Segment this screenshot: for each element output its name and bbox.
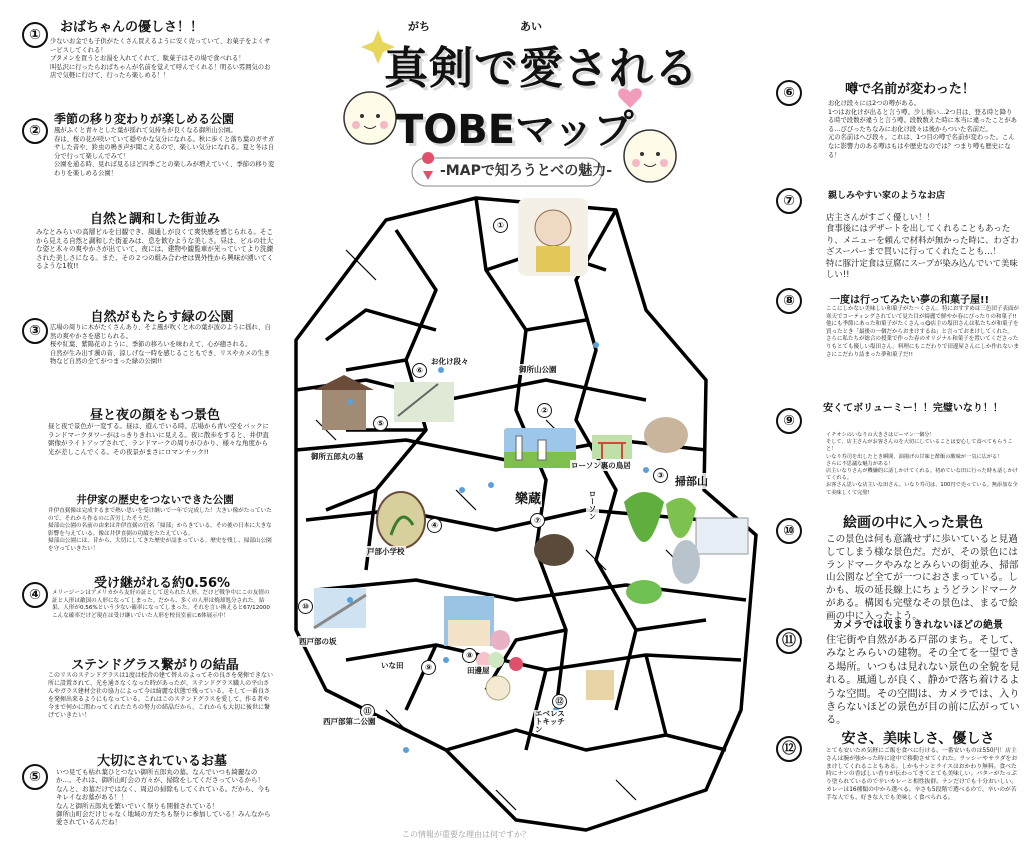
section-12-body: とても安いため気軽にご飯を食べに行ける。一番安いものは550円！店主さんは腕が強かった時に途中で移動させてくれた。ラッシーやサラダをおまけしてくれることもある。しかもナンとライスはおかわり無料。食べた時にナンの香ばしい香りが伝わってきてとても美味しい。バターがたっぷり塗られているので辛いカレーと相性抜群。ナンだけでも十分おいしい。カレーは16種類の中から選べる。辛さも5段階で選べるので、辛いのが苦手な人でも、好きな人でも美味しく食べられる。 [826,748,1018,801]
section-1-title: おばちゃんの優しさ！！ [60,20,204,35]
footer-question: この情報が重要な理由は何ですか？ [402,830,530,839]
section-9-body: イチオシのいなりの大きさはビーマン一個分！ そして、店主さんがお客さんのを大切にしていることは安心して食べてもらうこと！ いなり寿司を出したとき瞬間、油揚げの甘味と酢飯の酸味が一気に広がる！ さらに不思議な魅力がある！ 店主いなりさんが機嫌的に話しかけてくれる。初めていな田に行った時も話しかけてくれる。 お客さん思いな店主いな田さん。いなり寿司は、100円で売っている。無添加な全て美味しくて完璧! [826,432,1018,496]
section-5-number: ⑤ [22,764,48,790]
section-6-number: ⑥ [776,80,802,106]
label-goshoyama-park: 御所山公園 [519,365,557,374]
map-marker-8: ⑧ [462,648,477,663]
ruby-ai: あい [520,20,542,33]
section-4-body: メリージーンはアメリカから友好の証として送られた人形。だけど戦争中にこの友情の証と人形は敵国の人形になってしまった。だから、多くの人形は焼却処分された。結果、人形が0.56%という少ない確率になってしまった。それを言い換えると67/12000 こんな確率だけど現在は受け継いでいた人形を校長室前に6体展示中！ [52,590,270,619]
section-11-number: ⑪ [776,628,802,654]
map-marker-11: ⑪ [360,704,375,719]
tomb-roof-picture [314,375,374,390]
label-nishitobe-park2: 西戸部第二公園 [323,717,376,726]
camera-view-title: カメラでは収まりきれないほどの絶景 [833,620,1003,631]
section-5-body: いつ見ても枯れ葉ひとつない御所五郎丸の墓。なんでいつも綺麗なのか…。それは、御所山町会の方々が、掃除をしてくださっているから！ なんと、お墓だけではなく、周辺の掃除もしてくれている。だから、今もキレイなお墓がある！！ なんと御所五郎丸を繁いでいく祭りも開催されている！ 御所山町会だけじゃなく地域の方たちも祭りに参加している！みんなから愛されているんだね！ [56,768,271,827]
section-7-body: 店主さんがすごく優しい！！ 食事後にはデザートを出してくれることもあったり、メニューを頼んで材料が無かった時に、わざわざスーパーまで買いに行ってくれたことも…！ 特に豚汁定食は豆腐にスープが染み込んでいて美味しい!! [826,212,1019,280]
section-5-title: 大切にされているお墓 [96,754,227,769]
label-lawson: ローソン [588,490,597,520]
section-2-body: 風がふくと青々とした葉が揺れて気持ちが良くなる御所山公園。 春は、桜の花が咲いていて穏やかな気分になれる。秋に歩くと落ち葉のガサガサした音や、鈴虫の鳴き声が聞こえるので、楽しい気分になれる。夏と冬は自分で行って楽しんでみて！ 公園を通る時、見れば見るほど四季ごとの楽しみが増えていく、季節の移り変わりを楽しめる公園！ [54,127,275,177]
section-10-title: 絵画の中に入った景色 [843,515,983,531]
map-marker-6: ⑥ [412,363,427,378]
section-9-number: ⑨ [776,408,802,434]
day-night-body: 昼と夜で景色が一変する。昼は、遊んでいる時、広場から青い空をバックにランドマークタワーがはっきりきれいに見える。夜に散歩をすると、井伊直弼像がライトアップされて、ランドマークの周りがひかり、様々な角度から光が差しこんでくる。その夜景がまさにロマンチック!! [48,422,269,456]
map-marker-1: ① [493,218,508,233]
map-marker-7: ⑦ [530,513,545,528]
map-marker-12: ⑫ [552,694,567,709]
map-marker-2: ② [537,403,552,418]
section-3-body: 広場の周りに木がたくさんあり、そよ風が吹くと木の葉が波のように揺れ、自然の爽やかさを感じられる。 桜や紅葉、紫陽花のように、季節の移ろいを味わえて、心が癒される。 自然が生み出す濁の音、涼しげな一時を感じることもでき、リスやカメの生き物など自然の全てがつまった緑の公園!! [50,324,271,366]
townscape-body: みなとみらいの高層ビルを目観でき、風通しが良くて爽快感を感じられる。そこから見える自然と調和した街並みは、息を飲むような美しさ。昼は、ビルの壮大な姿と木々の爽やかさが出ていて、夜には、建物や観覧車が光っていてより洗練された美しさになる。また、その２つの組み合わせは異外性から興味が湧いてくるような1枚!! [36,228,274,271]
ruby-gachi: がち [408,20,430,33]
section-4-title: 受け継がれる約0.56% [93,576,231,591]
section-6-body: お化け段々には2つの噂がある。 1つはお化けが出ると言う噂。少し怖い…2つ目は、登る時と降りる時で段数が違うと言う噂。段数数えた時に本当に違ったことがある…びびったちなみにお化け段々は後からついた名前だ。 元の名前はへび段々。これは、1つ目の噂で名前が変わった。こんなに影響力のある噂はもはや歴史なのでは？つまり噂も歴史になる！ [828,100,1017,159]
label-nishitobe-slope: 西戸部の坂 [299,637,337,646]
label-everest-kitchen: エベレストキッチン [534,710,570,734]
stained-glass-title: ステンドグラス繋がりの結晶 [71,658,239,673]
subtitle: -MAPで知ろうとべの魅力- [440,163,613,179]
label-rakuzo: 樂蔵 [514,488,542,507]
section-2-number: ② [22,118,48,144]
stairs-picture [394,382,454,422]
park-shrub-picture [624,492,664,542]
stained-glass-picture [377,492,425,548]
stained-glass-body: このリスのステンドグラスは1度は校舎の建て替えのよってその良さを発揮できない所に設置されて、光を通さなくなった時があったが、ステンドグラス職人の平山さんやガラス建材会社の協力によって今は綺麗な状態で残っている。そして一番良さを発揮出来るようにもなっている。これはこのステンドグラスを愛して、作る者や今まで何かに関わってくれたたちの努力の結晶だから、これからも大切に後世に繋げていきたい！ [48,672,273,720]
section-11-body: 住宅街や自然がある戸部のまち。そして、みなとみらいの建物。その全てを一望できる場所。いつもは見れない景色の全貌を見れる。風通しが良く、静かで落ち着けるような空間。その空間は、カメラでは、入りきらないほどの景色が目の前に広がっている。 [826,635,1020,727]
label-tanabeya: 田邊屋 [467,666,490,675]
section-12-number: ⑫ [776,736,802,762]
label-kamonyama: 掃部山 [675,475,708,488]
section-3-title: 自然がもたらす緑の公園 [90,310,234,325]
section-8-number: ⑧ [776,288,802,314]
label-tobe-elementary: 戸部小学校 [367,547,405,556]
label-obake-dandan: お化け段々 [431,357,469,366]
section-12-title: 安さ、美味しさ、優しさ [841,731,995,747]
ii-history-title: 井伊家の歴史をつないできた公園 [76,494,234,506]
section-4-number: ④ [22,582,48,608]
section-1-body: 少ないお金でも子供がたくさん買えるように安く売っていて、お菓子をよくサービスしてくれる！ ブタメンを買うとお湯を入れてくれて、駄菓子はその場で食べれる！ 叫弘沢に行ったらおばちゃんが名前を覚えて呼んでくれる！明るい雰囲気のお店で気軽に行けて、行ったら楽しめる！！ [50,38,271,80]
section-9-title: 安くてボリューミー！！完璧いなり！！ [823,403,1003,414]
section-7-number: ⑦ [776,188,802,214]
section-10-number: ⑩ [776,518,802,544]
title-line-1: 真剣で愛される [384,43,699,94]
section-3-number: ③ [22,318,48,344]
map-marker-5: ⑤ [373,416,388,431]
day-night-title: 昼と夜の顔をもつ景色 [89,408,220,423]
section-1-number: ① [22,22,48,48]
ii-statue-picture [672,540,700,584]
road-network [286,190,766,830]
label-inada: いな田 [381,661,404,670]
map-marker-9: ⑨ [421,660,436,675]
label-lawson-torii: ローソン裏の鳥居 [571,461,631,470]
map-marker-3: ③ [653,468,668,483]
section-10-body: この景色は何も意識せずに歩いていると見過してしまう様な景色だ。だが、その景色にはランドマークやみなとみらいの街並み、掃部山公園など全てが一つにおさまっている。しかも、坂の延長線上にちょうどランドマークがある。構図も完璧なその景色は、まるで絵画の中に入ったよう。 [826,534,1019,622]
mascot-left-icon [344,92,396,144]
ii-history-body: 井伊直弼像は完成するまで熱い思いを受け継いで一年で完成した！大きい像がたっていたので、それから作るのに苦労したそうだ。 掃部山公園の名前の由来は井伊直弼の官名「掃部」からきている。その後の日本に大きな影響を与えている。像は井伊直弼の功績をたたえている。 掃部山公園には、昔から、大切にしてきた歴史が詰まっている。歴史を残し、掃部山公園を守っていきたい！ [48,508,272,552]
title-line-2: TOBEマップ [396,107,634,153]
townscape-title: 自然と調和した街並み [89,212,220,227]
section-2-title: 季節の移り変わりが楽しめる公園 [54,112,235,126]
torii-picture [592,435,632,459]
section-6-title: 噂で名前が変わった！ [845,82,975,97]
statue-photo-picture [696,518,748,554]
section-8-title: 一度は行ってみたい夢の和菓子屋!! [830,295,990,306]
dango-picture [486,676,510,700]
map-marker-10: ⑩ [298,599,313,614]
bowl-picture [534,534,574,566]
label-goshogoroumaru-tomb: 御所五郎丸の墓 [311,452,364,461]
section-7-title: 親しみやすい家のようなお店 [828,191,946,201]
section-8-body: ここにしかない美味しい和菓子がた〜くさん。特におすすめは三色団子表面が寒天でコーティングされていて見た目が綺麗で鮮やか春にぴったりの和菓子!!他にも季節にあった和菓子がたくさんっ😋店主の塩田さんは私たちが和菓子を買ったとき「最後の一個だからおまけするね」と言っておまけしてくれた。 さらに私たちが総合の授業で作った春のオリジナル和菓子を置いてくださったりもとても優しい塩田さん。料理にもこだわりで田邊屋さんにしか作れないまさにこだわり詰まった夢和菓子だ!! [826,306,1019,358]
squirrel-statue-picture [644,417,688,453]
map-marker-4: ④ [427,518,442,533]
curry-picture [586,670,614,700]
